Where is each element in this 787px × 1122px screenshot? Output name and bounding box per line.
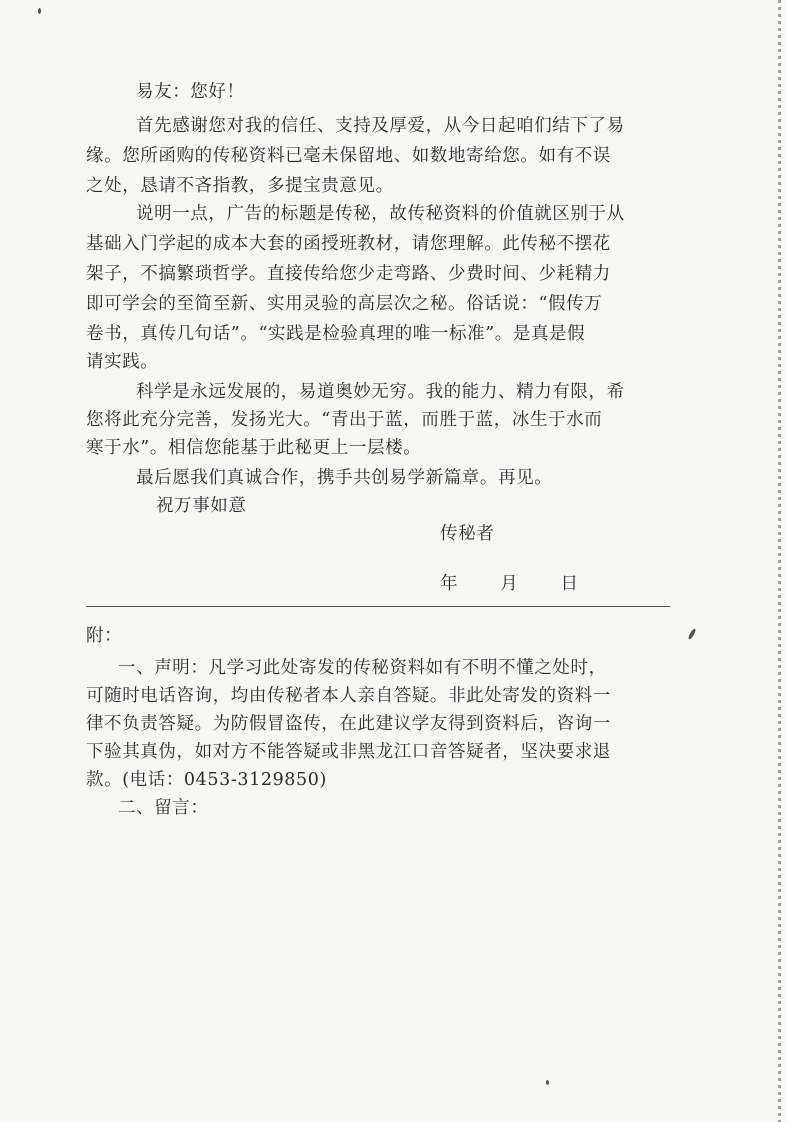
section-divider (86, 606, 670, 607)
appendix-line: 下验其真伪，如对方不能答疑或非黑龙江口音答疑者，坚决要求退 (86, 742, 611, 762)
appendix-line: 二、留言： (118, 798, 209, 818)
letter-paragraph-line: 说明一点，广告的标题是传秘，故传秘资料的价值就区别于从 (136, 204, 625, 224)
letter-paragraph-line: 科学是永远发展的，易道奥妙无穷。我的能力、精力有限，希 (136, 382, 625, 402)
letter-paragraph-line: 架子，不搞繁琐哲学。直接传给您少走弯路、少费时间、少耗精力 (86, 264, 611, 284)
letter-paragraph-line: 卷书，真传几句话”。“实践是检验真理的唯一标准”。是真是假 (86, 324, 586, 344)
letter-closing: 祝万事如意 (156, 496, 247, 516)
appendix-line: 一、声明：凡学习此处寄发的传秘资料如有不明不懂之处时， (118, 658, 607, 678)
scan-speck (38, 8, 41, 14)
appendix-line: 款。(电话：0453-3129850) (86, 770, 327, 790)
appendix-label: 附： (86, 626, 123, 646)
scan-speck (687, 628, 696, 640)
letter-paragraph-line: 寒于水”。相信您能基于此秘更上一层楼。 (86, 438, 422, 458)
letter-paragraph-line: 请实践。 (86, 352, 159, 372)
letter-paragraph-line: 您将此充分完善，发扬光大。“青出于蓝，而胜于蓝，冰生于水而 (86, 410, 603, 430)
letter-date: 年 月 日 (440, 574, 579, 594)
appendix-line: 可随时电话咨询，均由传秘者本人亲自答疑。非此处寄发的资料一 (86, 686, 611, 706)
letter-paragraph-line: 最后愿我们真诚合作，携手共创易学新篇章。再见。 (136, 468, 553, 488)
appendix-line: 律不负责答疑。为防假冒盗传，在此建议学友得到资料后，咨询一 (86, 714, 611, 734)
letter-paragraph-line: 首先感谢您对我的信任、支持及厚爱，从今日起咱们结下了易 (136, 116, 625, 136)
letter-paragraph-line: 基础入门学起的成本大套的函授班教材，请您理解。此传秘不摆花 (86, 234, 611, 254)
letter-greeting: 易友：您好！ (136, 82, 245, 102)
scan-speck (546, 1080, 549, 1085)
scan-binding-edge (778, 0, 781, 1122)
letter-paragraph-line: 之处，恳请不吝指教，多提宝贵意见。 (86, 176, 394, 196)
letter-paragraph-line: 即可学会的至简至新、实用灵验的高层次之秘。俗话说：“假传万 (86, 294, 603, 314)
letter-signature: 传秘者 (440, 524, 495, 544)
letter-paragraph-line: 缘。您所函购的传秘资料已毫未保留地、如数地寄给您。如有不误 (86, 146, 611, 166)
